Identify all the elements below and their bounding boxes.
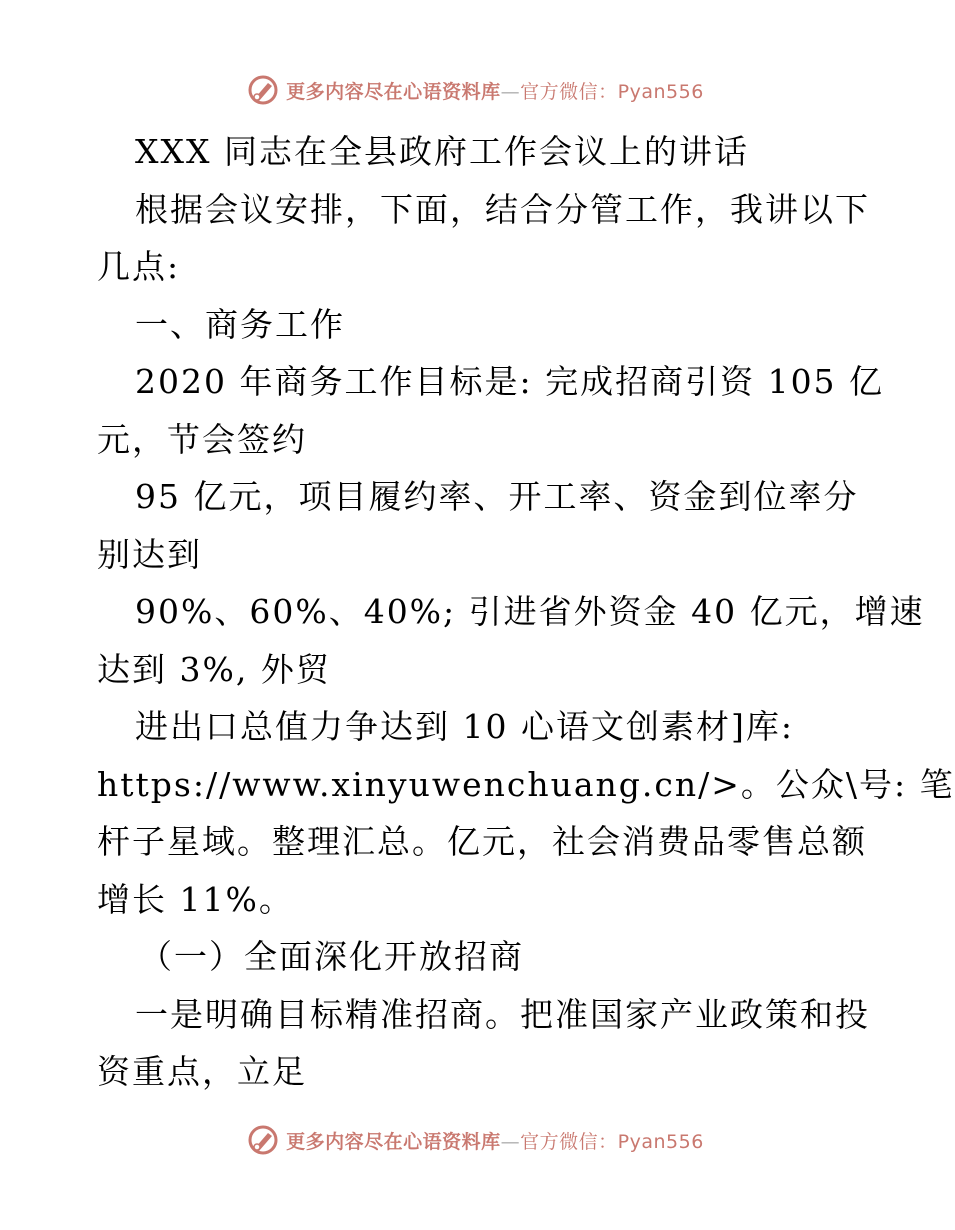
doc-line: 资重点，立足: [97, 1052, 307, 1091]
document-text: [97, 123, 955, 1101]
doc-title-line: XXX 同志在全县政府工作会议上的讲话: [135, 132, 749, 171]
banner-main-text: 更多内容尽在心语资料库: [286, 80, 501, 103]
doc-line: 杆子星域。整理汇总。亿元，社会消费品零售总额: [97, 822, 867, 861]
doc-line: 元，节会签约: [97, 419, 307, 459]
banner-main-text: 更多内容尽在心语资料库: [286, 1130, 501, 1153]
section-heading: 一、商务工作: [135, 304, 345, 344]
doc-line: 2020 年商务工作目标是: 完成招商引资 105 亿: [135, 362, 885, 401]
doc-line: 别达到: [97, 534, 202, 574]
banner-dash: —: [500, 80, 521, 103]
doc-line: 达到 3%, 外贸: [97, 649, 331, 689]
banner-text: [286, 77, 704, 104]
doc-line: 根据会议安排，下面，结合分管工作，我讲以下: [135, 189, 870, 229]
doc-line: 增长 11%。: [97, 879, 294, 919]
header-banner: [0, 70, 950, 110]
doc-line: 进出口总值力争达到 10 心语文创素材]库:: [135, 707, 794, 746]
pen-seal-logo-icon: [246, 73, 280, 107]
document-body: [97, 123, 955, 1101]
pen-seal-logo-icon: [246, 1123, 280, 1157]
doc-line-url: https://www.xinyuwenchuang.cn/>。公众\号: 笔: [97, 764, 955, 804]
doc-line: 几点:: [97, 247, 181, 286]
banner-text: [286, 1127, 704, 1154]
doc-line: 90%、60%、40%; 引进省外资金 40 亿元，增速: [135, 592, 925, 631]
subsection-heading: （一）全面深化开放招商: [139, 937, 524, 976]
doc-line: 一是明确目标精准招商。把准国家产业政策和投: [135, 994, 870, 1034]
banner-wechat-text: 官方微信：Pyan556: [520, 80, 704, 103]
banner-dash: —: [500, 1130, 521, 1153]
footer-banner: [0, 1120, 950, 1160]
banner-wechat-text: 官方微信：Pyan556: [520, 1130, 704, 1153]
doc-line: 95 亿元，项目履约率、开工率、资金到位率分: [135, 477, 859, 516]
